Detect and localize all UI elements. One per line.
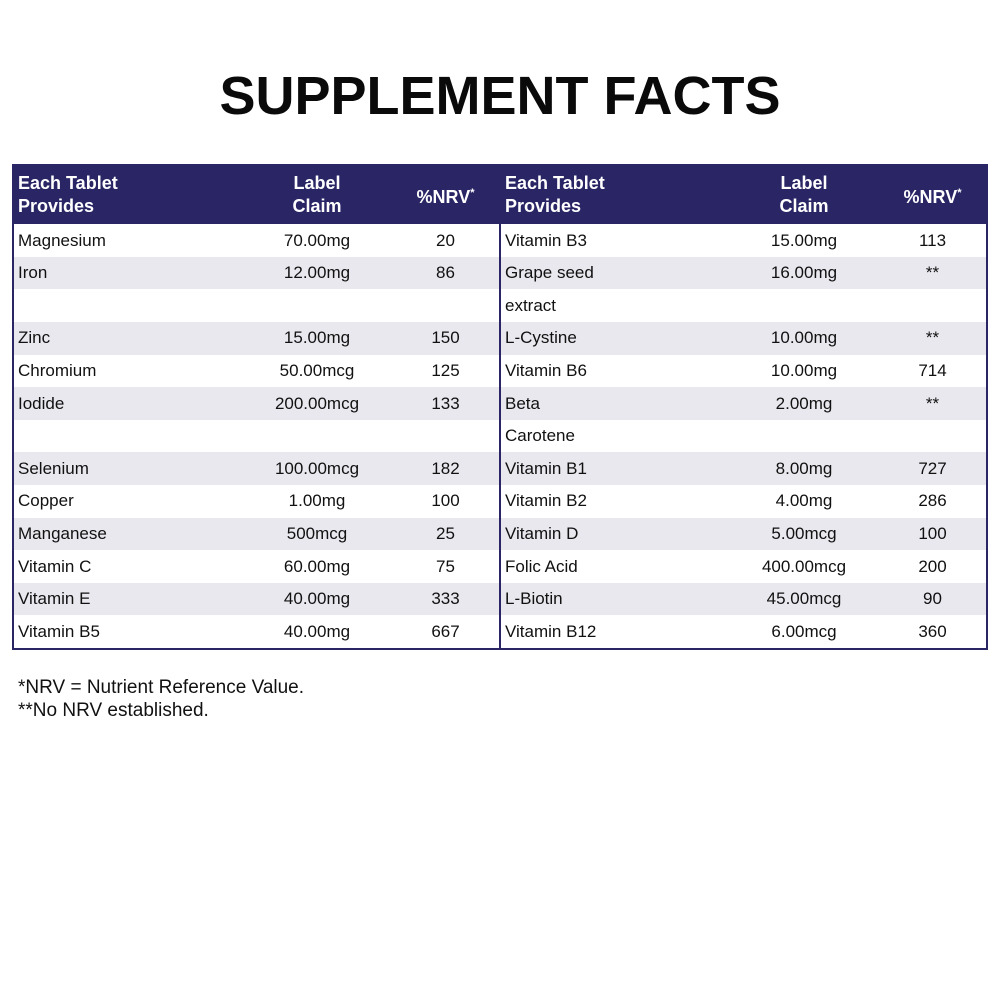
header-nrv <box>392 182 499 209</box>
table-row <box>14 257 499 290</box>
label-claim: 5.00mcg <box>771 523 837 543</box>
table-row <box>14 355 499 388</box>
table-row <box>501 583 986 616</box>
nrv-value: 125 <box>431 360 460 380</box>
table-row <box>501 550 986 583</box>
label-claim: 40.00mg <box>283 589 351 609</box>
table-row <box>14 322 499 355</box>
table-row <box>501 485 986 518</box>
nutrient-name: Vitamin B6 <box>505 360 587 380</box>
nutrient-name: Carotene <box>505 426 575 446</box>
header-nrv-label: %NRV <box>903 186 958 207</box>
header-nrv <box>879 182 986 209</box>
left-body <box>14 224 499 648</box>
left-panel <box>14 166 501 648</box>
table-row <box>14 387 499 420</box>
nrv-value: 182 <box>431 458 460 478</box>
header-nrv-mark: * <box>957 186 962 199</box>
label-claim: 45.00mcg <box>766 589 842 609</box>
label-claim: 70.00mg <box>283 230 351 250</box>
label-claim: 6.00mcg <box>771 621 837 641</box>
label-claim: 10.00mg <box>770 328 838 348</box>
label-claim: 8.00mg <box>775 458 833 478</box>
nutrient-name: extract <box>505 295 557 315</box>
footnotes <box>18 676 304 722</box>
nrv-value: 333 <box>431 589 460 609</box>
nrv-value: 20 <box>436 230 455 250</box>
nutrient-name: L-Cystine <box>505 328 577 348</box>
footnote-no-nrv: **No NRV established. <box>18 700 209 721</box>
table-row <box>14 224 499 257</box>
label-claim: 1.00mg <box>288 491 346 511</box>
table-row <box>14 420 499 453</box>
nrv-value: ** <box>925 263 940 283</box>
table-row <box>14 615 499 648</box>
right-body <box>501 224 986 648</box>
nutrient-name: Iodide <box>18 393 65 413</box>
nutrient-name: Vitamin B12 <box>505 621 597 641</box>
nutrient-name: Vitamin B3 <box>505 230 587 250</box>
header-name: Each Tablet Provides <box>18 173 118 217</box>
table-row <box>501 615 986 648</box>
label-claim: 4.00mg <box>775 491 833 511</box>
nrv-value: 727 <box>918 458 947 478</box>
page-title: SUPPLEMENT FACTS <box>219 66 781 126</box>
nrv-value: ** <box>925 328 940 348</box>
nutrient-name: Selenium <box>18 458 89 478</box>
header-nrv-label: %NRV <box>416 186 471 207</box>
header-claim: Label Claim <box>292 173 342 217</box>
nrv-value: 150 <box>431 328 460 348</box>
nutrient-name: Vitamin D <box>505 523 579 543</box>
nrv-value: 86 <box>436 263 455 283</box>
nrv-value: 100 <box>431 491 460 511</box>
supplement-facts-table <box>12 164 988 650</box>
nutrient-name: L-Biotin <box>505 589 563 609</box>
table-row <box>501 289 986 322</box>
label-claim: 40.00mg <box>283 621 351 641</box>
table-row <box>14 485 499 518</box>
label-claim: 10.00mg <box>770 360 838 380</box>
label-claim: 500mcg <box>286 523 348 543</box>
table-row <box>501 420 986 453</box>
nutrient-name: Folic Acid <box>505 556 578 576</box>
nrv-value: 667 <box>431 621 460 641</box>
nutrient-name: Grape seed <box>505 263 594 283</box>
footnote-nrv: *NRV = Nutrient Reference Value. <box>18 677 305 698</box>
nutrient-name: Chromium <box>18 360 97 380</box>
nutrient-name: Vitamin B2 <box>505 491 587 511</box>
table-row <box>501 322 986 355</box>
nrv-value: ** <box>925 393 940 413</box>
nutrient-name: Vitamin B1 <box>505 458 587 478</box>
nrv-value: 200 <box>918 556 947 576</box>
nutrient-name: Vitamin C <box>18 556 92 576</box>
table-row <box>14 452 499 485</box>
label-claim: 400.00mcg <box>761 556 847 576</box>
nutrient-name: Iron <box>18 263 48 283</box>
label-claim: 2.00mg <box>775 393 833 413</box>
nrv-value: 113 <box>918 230 947 250</box>
label-claim: 60.00mg <box>283 556 351 576</box>
nutrient-name: Copper <box>18 491 74 511</box>
table-row <box>501 355 986 388</box>
table-row <box>501 387 986 420</box>
nrv-value: 75 <box>436 556 455 576</box>
nrv-value: 100 <box>918 523 947 543</box>
nrv-value: 714 <box>918 360 947 380</box>
table-row <box>14 550 499 583</box>
nrv-value: 90 <box>923 589 942 609</box>
header-nrv-mark: * <box>470 186 475 199</box>
right-panel <box>501 166 986 648</box>
nrv-value: 25 <box>436 523 455 543</box>
header-name: Each Tablet Provides <box>505 173 605 217</box>
label-claim: 200.00mcg <box>274 393 360 413</box>
table-row <box>14 583 499 616</box>
table-header <box>501 166 986 224</box>
table-row <box>501 257 986 290</box>
table-row <box>501 518 986 551</box>
nrv-value: 286 <box>918 491 947 511</box>
nutrient-name: Vitamin E <box>18 589 91 609</box>
nrv-value: 133 <box>431 393 460 413</box>
label-claim: 12.00mg <box>283 263 351 283</box>
nutrient-name: Magnesium <box>18 230 106 250</box>
table-row <box>14 518 499 551</box>
label-claim: 15.00mg <box>283 328 351 348</box>
table-row <box>501 224 986 257</box>
table-row <box>14 289 499 322</box>
label-claim: 16.00mg <box>770 263 838 283</box>
table-row <box>501 452 986 485</box>
label-claim: 50.00mcg <box>279 360 355 380</box>
nrv-value: 360 <box>918 621 947 641</box>
label-claim: 15.00mg <box>770 230 838 250</box>
nutrient-name: Zinc <box>18 328 51 348</box>
nutrient-name: Vitamin B5 <box>18 621 100 641</box>
header-claim: Label Claim <box>779 173 829 217</box>
label-claim: 100.00mcg <box>274 458 360 478</box>
nutrient-name: Manganese <box>18 523 107 543</box>
table-header <box>14 166 499 224</box>
nutrient-name: Beta <box>505 393 540 413</box>
